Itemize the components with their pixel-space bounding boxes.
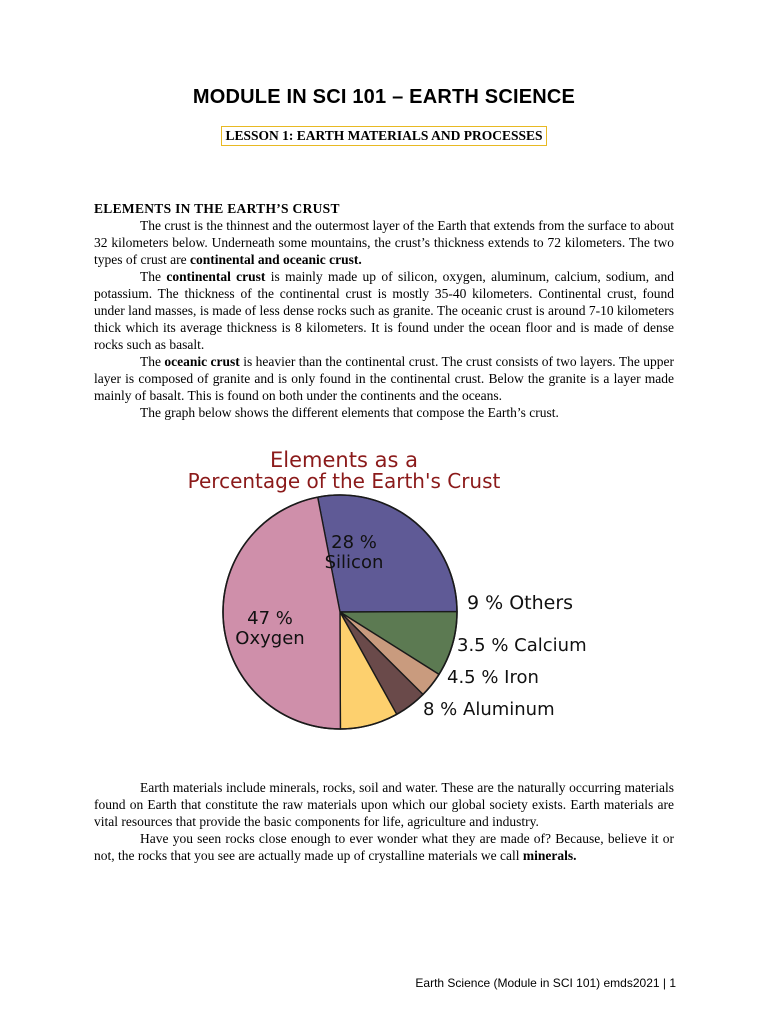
chart-title-line1: Elements as a — [270, 448, 418, 472]
bold-minerals: minerals. — [522, 848, 577, 863]
document-title: MODULE IN SCI 101 – EARTH SCIENCE — [192, 86, 576, 108]
bold-continental-crust: continental crust — [166, 269, 266, 284]
crust-elements-chart — [0, 442, 768, 782]
paragraph-oceanic: The oceanic crust is heavier than the continental crust. The crust consists of two layers. The upper layer is composed of granite and is only found in the continental crust. Below the granite is a layer made mainly of basalt. This is found on both under the continents and the oceans. — [94, 354, 674, 403]
paragraph-graph-intro: The graph below shows the different elements that compose the Earth’s crust. — [140, 405, 559, 420]
slice-label-aluminum: 8 % Aluminum — [423, 699, 555, 720]
slice-label-silicon-name: Silicon — [324, 552, 384, 573]
slice-label-calcium: 3.5 % Calcium — [457, 635, 587, 656]
paragraph-earth-materials: Earth materials include minerals, rocks, soil and water. These are the naturally occurring materials found on Earth that constitute the raw materials upon which our global society exists. Earth materials are vital resources that provide the basic components for life, agriculture and industry. — [94, 780, 674, 829]
paragraph-crust: The crust is the thinnest and the outermost layer of the Earth that extends from the surface to about 32 kilometers below. Underneath some mountains, the crust’s thickness extends to 72 kilometers. The two types of crust are continental and oceanic crust. — [94, 218, 674, 267]
bold-crust-types: continental and oceanic crust. — [189, 252, 362, 267]
slice-label-oxygen-value: 47 % — [247, 608, 293, 629]
crust-section — [94, 200, 674, 421]
bold-oceanic-crust: oceanic crust — [164, 354, 240, 369]
materials-section — [94, 779, 674, 864]
page-footer: Earth Science (Module in SCI 101) emds2021 | 1 — [415, 976, 676, 990]
section-heading: ELEMENTS IN THE EARTH’S CRUST — [94, 201, 340, 216]
slice-label-silicon-value: 28 % — [331, 532, 377, 553]
chart-title-line2: Percentage of the Earth's Crust — [187, 469, 501, 493]
slice-label-oxygen-name: Oxygen — [235, 628, 305, 649]
paragraph-continental: The continental crust is mainly made up of silicon, oxygen, aluminum, calcium, sodium, and potassium. The thickness of the continental crust is mostly 35-40 kilometers. Continental crust, found under land masses, is made of less dense rocks such as granite. The oceanic crust is around 7-10 kilometers thick which its average thickness is 8 kilometers. It is found under the ocean floor and is made of dense rocks such as basalt. — [94, 269, 674, 352]
lesson-heading: LESSON 1: EARTH MATERIALS AND PROCESSES — [221, 126, 548, 146]
slice-label-iron: 4.5 % Iron — [447, 667, 539, 688]
paragraph-minerals: Have you seen rocks close enough to ever wonder what they are made of? Because, believe it or not, the rocks that you see are actually made up of crystalline materials we call minerals. — [94, 831, 674, 863]
slice-label-others: 9 % Others — [467, 592, 574, 614]
pie-chart — [0, 442, 768, 782]
